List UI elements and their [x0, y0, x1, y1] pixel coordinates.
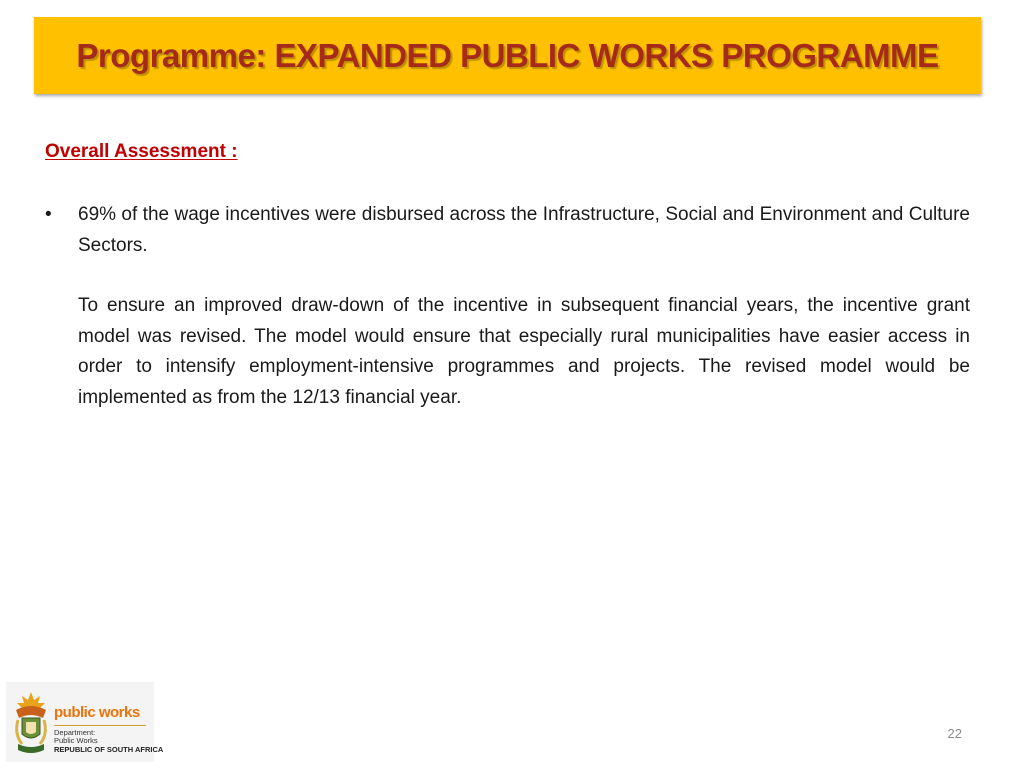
page-number: 22	[947, 726, 962, 741]
bullet-text: 69% of the wage incentives were disbursed across the Infrastructure, Social and Environment and Culture Sectors.	[78, 204, 970, 256]
body-paragraph: To ensure an improved draw-down of the incentive in subsequent financial years, the incentive grant model was revised. The model would ensure that especially rural municipalities have easier access in order to intensify employment-intensive programmes and projects. The revised model would be implemented as from the 12/13 financial year.	[78, 295, 970, 408]
logo-country: REPUBLIC OF SOUTH AFRICA	[54, 745, 164, 754]
logo-brand-text: public works	[54, 704, 140, 721]
title-bar	[34, 17, 981, 94]
logo-divider	[54, 725, 146, 726]
logo-department-label: Department:	[54, 728, 96, 737]
bullet-item	[45, 200, 970, 261]
slide-title: Programme: EXPANDED PUBLIC WORKS PROGRAMME	[76, 36, 939, 74]
bullet-icon: •	[45, 204, 52, 225]
public-works-logo	[6, 682, 164, 762]
section-heading: Overall Assessment :	[45, 141, 238, 162]
content-body	[45, 200, 970, 413]
logo-department-name: Public Works	[54, 736, 98, 745]
coat-of-arms-icon	[10, 688, 52, 756]
